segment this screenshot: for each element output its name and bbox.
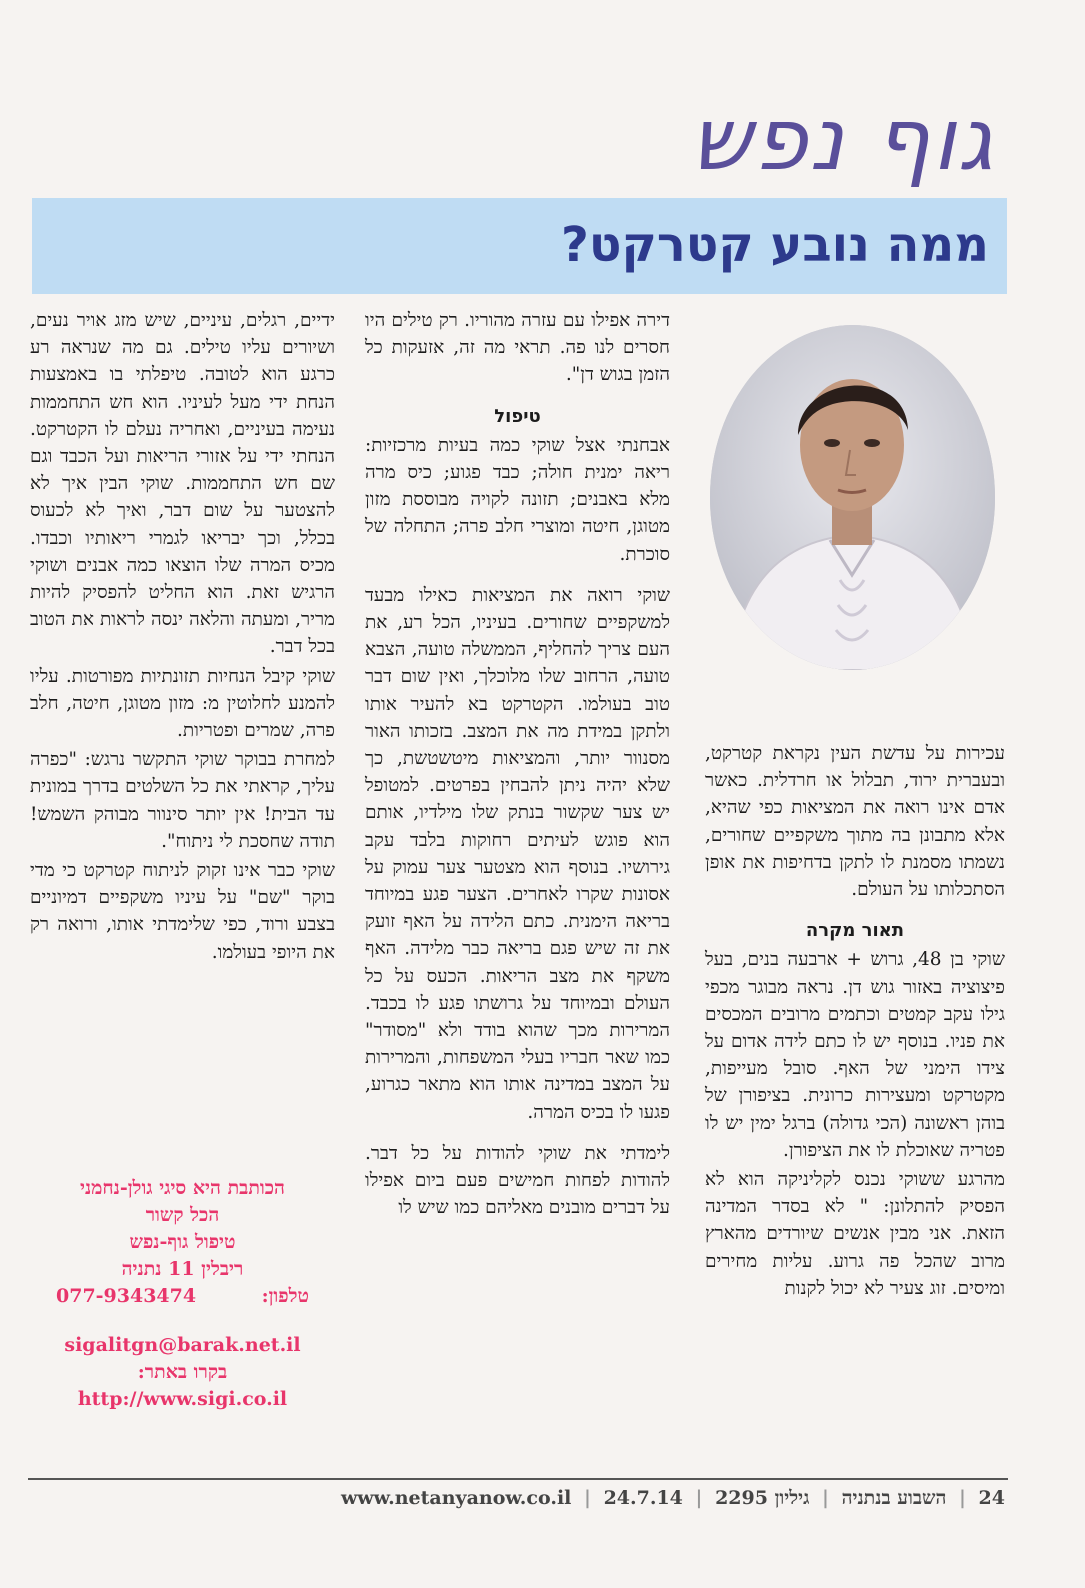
address-line: ריבלין 11 נתניה — [121, 1258, 244, 1280]
article-column-middle — [365, 307, 670, 1236]
website-link[interactable]: http://www.sigi.co.il — [77, 1388, 288, 1410]
paragraph: שוקי רואה את המציאות כאילו מבעד למשקפיים שחורים. בעיניו, הכל רע, את העם צריך להחליף, הממשלה טועה, הצבא טועה, הרחוב שלו מלוכלך, ואין שום דבר טוב בעולמו. הקטרקט בא להעיר אותו ולתקן במידת מה את המצב. בזכותו האור מסנוור יותר, והמציאות מיטשטשת, כך שלא יהיה ניתן להבחין בפרטים. למטופל יש צער שקשור בנתק שלו מילדיו, אותם הוא פוגש לעיתים רחוקות בלבד עקב גירושיו. בנוסף הוא מצטער צער עמוק על אסונות שקרו לאחרים. הצער פגע במיוחד בריאה הימנית. כתם הלידה על האף זועק את זה שיש פגם בריאה כבר מלידה. האף משקף את מצב הריאות. הכעס על כל העולם ובמיוחד על גרושתו פגע לו בכבד. המרירות מכך שהוא בודד ולא "מסודר" כמו שאר חבריו בעלי המשפחות, והמרירות על המצב במדינה אותו הוא מתאר כגרוע, פגעו לו בכיס המרה. — [365, 584, 670, 1123]
service-line: טיפול גוף-נפש — [129, 1231, 236, 1253]
email-link[interactable]: sigalitgn@barak.net.il — [64, 1334, 301, 1356]
site-label: בקרו באתר: — [137, 1361, 228, 1383]
paragraph: ידיים, רגלים, עיניים, שיש מזג אויר נעים, ושיורים עליו טילים. גם מה שנראה רע כרגע הוא לטובה. טיפלתי בו באמצעות הנחת ידי מעל לעיניו. הוא חש התחממות נעימה בעיניים, ואחריה נעלם לו הקטרקט. הנחתי ידי על אזורי הריאות ועל הכבד וגם שם חש התחממות. שוקי הבין איך לא להצטער על שום דבר, ואיך לא לכעוס בכלל, וכך יבריאו לגמרי ריאותיו וכבדו. מכיס המרה שלו הוצאו כמה אבנים ושוקי הרגיש זאת. הוא החליט להפסיק להיות מריר, ומעתה והלאה ינסה לראות את הטוב בכל דבר. — [30, 310, 335, 658]
paragraph: עכירות על עדשת העין נקראת קטרקט, ובעברית ירוד, תבלול או חרדלית. כאשר אדם אינו רואה את המציאות כפי שהיא, אלא מתבונן בה מתוך משקפיים שחורים, נשמתו מסמנת לו לתקן בדחיפות את אופן הסתכלותו על העולם. — [705, 743, 1005, 901]
author-photo — [710, 325, 995, 670]
article-column-left — [30, 307, 335, 980]
subheading-case: תאור מקרה — [805, 920, 905, 942]
portrait-photo-icon — [710, 325, 995, 670]
footer-url[interactable]: www.netanyanow.co.il — [340, 1487, 572, 1509]
page-number: 24 — [978, 1487, 1005, 1509]
subheading-treatment: טיפול — [494, 405, 541, 427]
issue-number: גיליון 2295 — [715, 1487, 810, 1509]
page-footer: 24 | השבוע בנתניה | גיליון 2295 | 24.7.14 | www.netanyanow.co.il — [340, 1487, 1005, 1509]
paragraph: שוקי קיבל הנחיות תזונתיות מפורטות. עליו להמנע לחלוטין מ: מזון מטוגן, חיטה, חלב פרה, שמרים ופטריות. — [30, 665, 335, 742]
headline-band — [32, 198, 1007, 294]
paragraph: שוקי בן 48, גרוש + ארבעה בנים, בעל פיצוציה באזור גוש דן. נראה מבוגר מכפי גילו עקב קמטים וכתמים מרובים המכסים את פניו. בנוסף יש לו כתם לידה אדום על צידו הימני של האף. סובל מעייפות, מקטרקט ומעצירות כרונית. בציפורן של בוהן ראשונה (הכי גדולה) ברגל ימין יש לו פטריה שאוכלת לו את הציפורן. — [705, 949, 1005, 1161]
paragraph: למחרת בבוקר שוקי התקשר נרגש: "כפרה עליך, קראתי את כל השלטים בדרך במונית עד הבית! אין יותר סינוור מבוהק השמש! תודה שחסכת לי ניתוח". — [30, 749, 335, 852]
paragraph: לימדתי את שוקי להודות על כל דבר. להודות לפחות חמישים פעם ביום אפילו על דברים מובנים מאליהם כמו שיש לו — [365, 1142, 670, 1219]
issue-date: 24.7.14 — [603, 1487, 683, 1509]
paragraph: מהרגע ששוקי נכנס לקליניקה הוא לא הפסיק להתלונן: " לא בסדר המדינה הזאת. אני מבין אנשים שיורדים מהארץ מרוב שהכל פה גרוע. עליות מחירים ומיסים. זוג צעיר לא יכול לקנות — [705, 1169, 1005, 1299]
article-column-right — [705, 740, 1005, 1316]
business-name: הכל קשור — [145, 1204, 220, 1226]
paragraph: דירה אפילו עם עזרה מהוריו. רק טילים היו חסרים לנו פה. תראי מה זה, אזעקות כל הזמן בגוש דן". — [365, 310, 670, 386]
phone-label: טלפון: — [261, 1285, 309, 1307]
paragraph: אבחנתי אצל שוקי כמה בעיות מרכזיות: ריאה ימנית חולה; כבד פגוע; כיס מרה מלא באבנים; תזונה לקויה מבוססת מזון מטוגן, חיטה ומוצרי חלב פרה; התחלה של סוכרת. — [365, 434, 670, 565]
phone-number[interactable]: 077-9343474 — [56, 1285, 197, 1307]
author-contact-box — [30, 1175, 335, 1413]
paragraph: שוקי כבר אינו זקוק לניתוח קטרקט כי מדי בוקר "שם" על עיניו משקפיים דמיוניים בצבע ורוד, כפי שלימדתי אותו, ורואה רק את היופי בעולמו. — [30, 860, 335, 963]
phone-row — [30, 1283, 335, 1310]
author-line: הכותבת היא סיגי גולן-נחמני — [79, 1177, 285, 1199]
publication-name: השבוע בנתניה — [841, 1487, 947, 1509]
headline: ממה נובע קטרקט? — [561, 217, 989, 273]
section-title: גוף נפש — [690, 90, 995, 190]
footer-divider — [28, 1478, 1008, 1480]
